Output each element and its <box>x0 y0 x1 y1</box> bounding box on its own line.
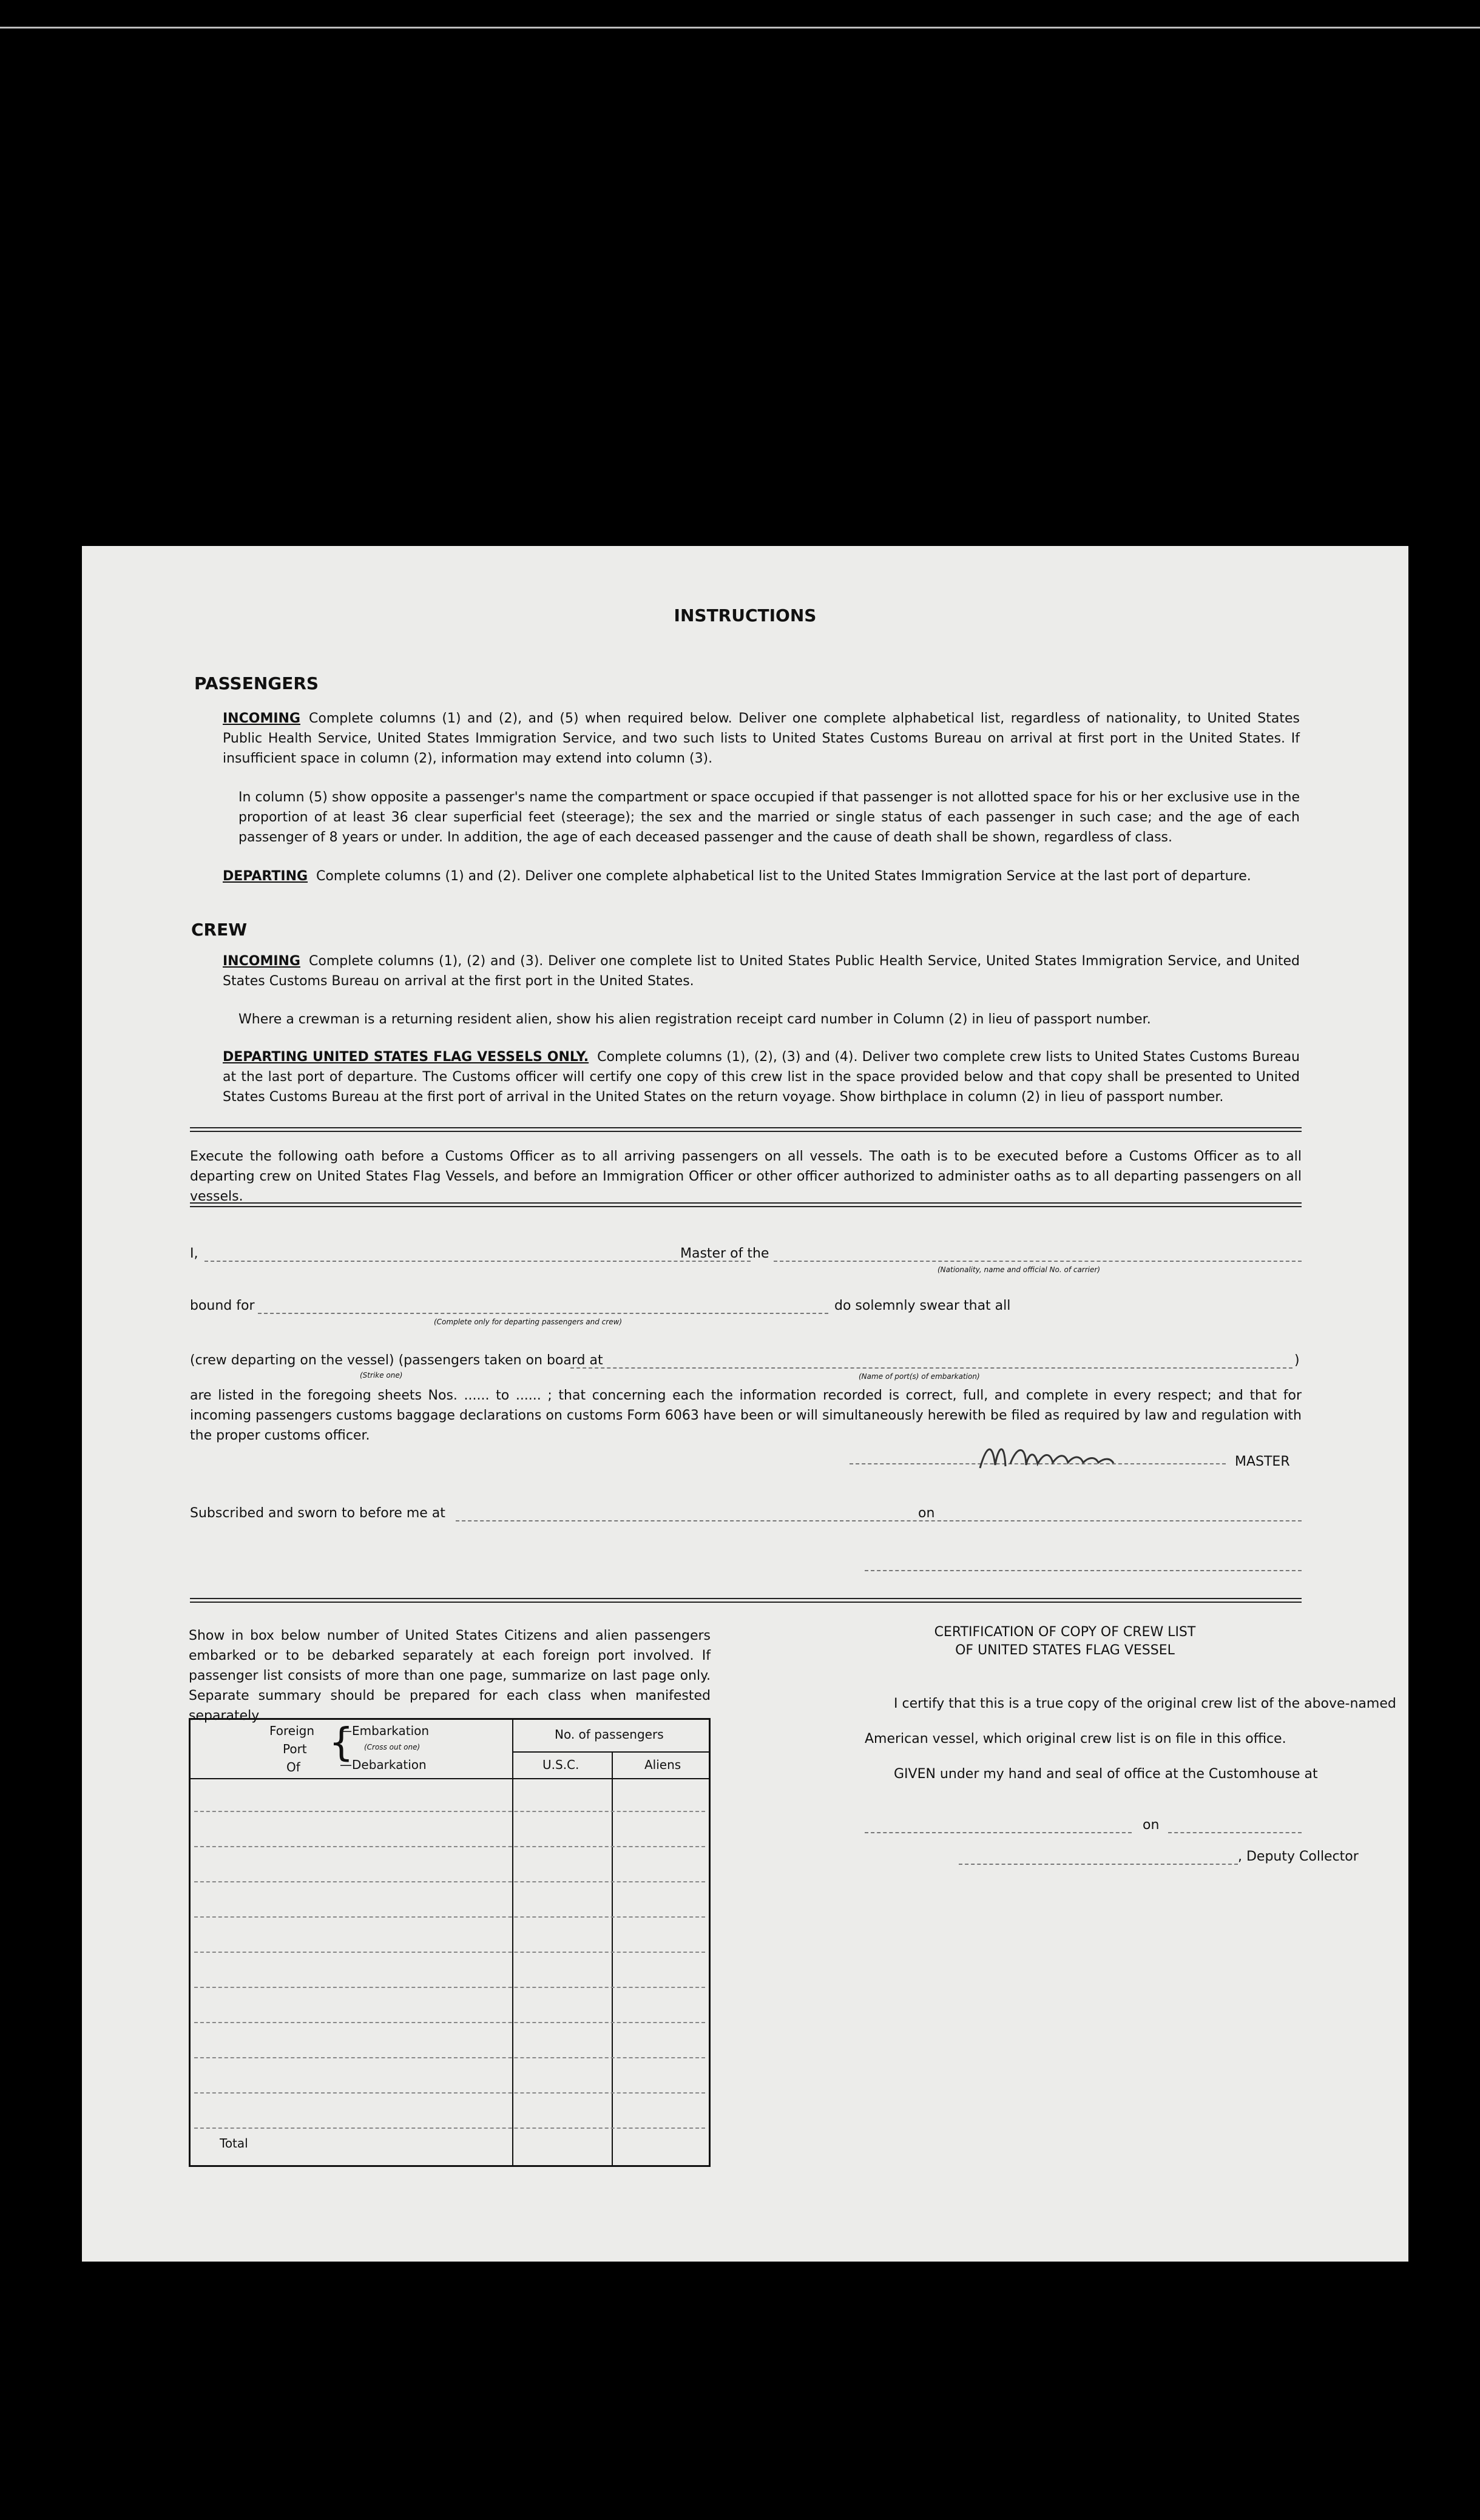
cert-date-line[interactable] <box>1168 1832 1302 1833</box>
bound-for-label: bound for <box>190 1298 255 1313</box>
table-row[interactable] <box>194 2057 705 2058</box>
passenger-summary-table <box>189 1718 711 2167</box>
certification-title-1: CERTIFICATION OF COPY OF CREW LIST <box>934 1625 1196 1640</box>
officer-signature-line[interactable] <box>865 1570 1302 1571</box>
table-row[interactable] <box>194 1987 705 1988</box>
summary-instruction: Show in box below number of United States Citizens and alien passengers embarked or to be debarked separately at each foreign port involved. If passenger list consists of more than one page, summarize on last page only. Separate summary should be prepared for each class when manifested separately. <box>189 1628 711 1723</box>
deputy-signature-line[interactable] <box>959 1864 1238 1865</box>
passengers-departing-label: DEPARTING <box>223 869 308 884</box>
embarkation-label: —Embarkation <box>340 1723 430 1738</box>
crew-incoming-text: Complete columns (1), (2) and (3). Deliver one complete list to United States Public Health Service, United States Immigration Service, and United States Customs Bureau on arrival at the first port in the United States. <box>223 954 1300 989</box>
table-row[interactable] <box>194 1811 705 1812</box>
crew-heading: CREW <box>191 920 248 940</box>
given-text: GIVEN under my hand and seal of office at the Customhouse at <box>894 1767 1318 1782</box>
port-embarkation-line[interactable] <box>570 1367 1292 1369</box>
aliens-header: Aliens <box>644 1757 681 1772</box>
passengers-incoming <box>223 709 1300 769</box>
passengers-departing-text: Complete columns (1) and (2). Deliver one complete alphabetical list to the United States Immigration Service at the last port of departure. <box>316 869 1251 884</box>
master-of-label: Master of the <box>680 1246 769 1261</box>
sworn-place-line[interactable] <box>456 1520 971 1521</box>
passengers-departing <box>223 866 1300 886</box>
swear-label: do solemnly swear that all <box>834 1298 1011 1313</box>
page-title: INSTRUCTIONS <box>674 605 817 625</box>
certify-text: I certify that this is a true copy of the original crew list of the above-named <box>894 1696 1396 1711</box>
crew-resident-text: Where a crewman is a returning resident alien, show his alien registration receipt card number in Column (2) in lieu of passport number. <box>238 1012 1151 1027</box>
table-row[interactable] <box>194 1952 705 1953</box>
table-row[interactable] <box>194 1881 705 1882</box>
bound-for-line[interactable] <box>258 1313 828 1314</box>
top-frame-line <box>0 27 1480 29</box>
passengers-incoming-text: Complete columns (1) and (2), and (5) when required below. Deliver one complete alphabetical list, regardless of nationality, to United States Public Health Service, United States Immigration Service, and two such lists to United States Customs Bureau on arrival at first port in the United States. If insufficient space in column (2), information may extend into column (3). <box>223 711 1300 766</box>
complete-note: (Complete only for departing passengers and crew) <box>434 1318 623 1326</box>
brace-icon: { <box>329 1720 354 1765</box>
cross-out-note: (Cross out one) <box>364 1743 421 1751</box>
divider-rule <box>190 1202 1302 1207</box>
subscribed-label: Subscribed and sworn to before me at <box>190 1506 445 1521</box>
listed-text: are listed in the foregoing sheets Nos. ...... to ...... ; that concerning each the information recorded is correct, full, and complete in every respect; and that for incoming passengers customs baggage declarations on customs Form 6063 have been or will simultaneously herewith be filed as required by law and regulation with the proper customs officer. <box>190 1388 1302 1443</box>
master-label: MASTER <box>1235 1454 1290 1469</box>
oath-i-label: I, <box>190 1246 198 1261</box>
deputy-collector-label: , Deputy Collector <box>1238 1849 1359 1864</box>
usc-header: U.S.C. <box>542 1757 579 1772</box>
of-label: Of <box>286 1760 300 1774</box>
nationality-note: (Nationality, name and official No. of carrier) <box>938 1265 1101 1274</box>
customhouse-line[interactable] <box>865 1832 1132 1833</box>
table-divider <box>191 1778 709 1779</box>
table-divider <box>512 1751 709 1753</box>
strike-note: (Strike one) <box>360 1371 403 1380</box>
sworn-on-label: on <box>918 1506 935 1521</box>
table-row[interactable] <box>194 2092 705 2094</box>
oath-instruction: Execute the following oath before a Customs Officer as to all arriving passengers on all vessels. The oath is to be executed before a Customs Officer as to all departing crew on United States Flag Vessels, and before an Immigration Officer or other officer authorized to administer oaths as to all departing passengers on all vessels. <box>190 1149 1302 1204</box>
certification-title-2: OF UNITED STATES FLAG VESSEL <box>955 1643 1175 1658</box>
vessel-line[interactable] <box>774 1261 1302 1262</box>
american-vessel-text: American vessel, which original crew list is on file in this office. <box>865 1731 1286 1747</box>
crew-departing-text: Complete columns (1), (2), (3) and (4). Deliver two complete crew lists to United States Customs Bureau at the last port of departure. The Customs officer will certify one copy of this crew list in the space provided below and that copy shall be presented to United States Customs Bureau at the first port of arrival in the United States on the return voyage. Show birthplace in column (2) in lieu of passport number. <box>223 1049 1300 1105</box>
passengers-column5-text: In column (5) show opposite a passenger's name the compartment or space occupied if that passenger is not allotted space for his or her exclusive use in the proportion of at least 36 clear superficial feet (steerage); the sex and the married or single status of each passenger in such case; and the age of each passenger of 8 years or under. In addition, the age of each deceased passenger and the cause of death shall be shown, regardless of class. <box>238 790 1300 845</box>
cert-on-label: on <box>1143 1818 1160 1833</box>
table-row[interactable] <box>194 2128 705 2129</box>
foreign-label: Foreign <box>269 1723 315 1738</box>
table-row[interactable] <box>194 1916 705 1918</box>
passengers-incoming-label: INCOMING <box>223 711 300 726</box>
total-label: Total <box>220 2136 248 2151</box>
master-name-line[interactable] <box>204 1261 751 1262</box>
crew-incoming-label: INCOMING <box>223 954 300 969</box>
crew-incoming <box>223 951 1300 991</box>
form-page <box>82 546 1408 2262</box>
crew-departing-label: (crew departing on the vessel) (passengers taken on board at <box>190 1353 603 1368</box>
close-paren: ) <box>1294 1353 1300 1368</box>
no-passengers-header: No. of passengers <box>555 1727 664 1742</box>
crew-departing-label: DEPARTING UNITED STATES FLAG VESSELS ONLY. <box>223 1049 589 1065</box>
debarkation-label: —Debarkation <box>340 1757 427 1772</box>
table-divider <box>612 1751 613 2165</box>
table-divider <box>512 1720 513 2165</box>
passengers-heading: PASSENGERS <box>194 673 319 693</box>
crew-departing <box>223 1047 1300 1107</box>
table-row[interactable] <box>194 1846 705 1847</box>
port-label: Port <box>283 1742 307 1756</box>
divider-rule <box>190 1127 1302 1132</box>
handwritten-signature <box>968 1435 1247 1477</box>
table-row[interactable] <box>194 2022 705 2023</box>
sworn-date-line[interactable] <box>938 1520 1302 1521</box>
port-note: (Name of port(s) of embarkation) <box>859 1372 980 1381</box>
divider-rule <box>190 1598 1302 1603</box>
